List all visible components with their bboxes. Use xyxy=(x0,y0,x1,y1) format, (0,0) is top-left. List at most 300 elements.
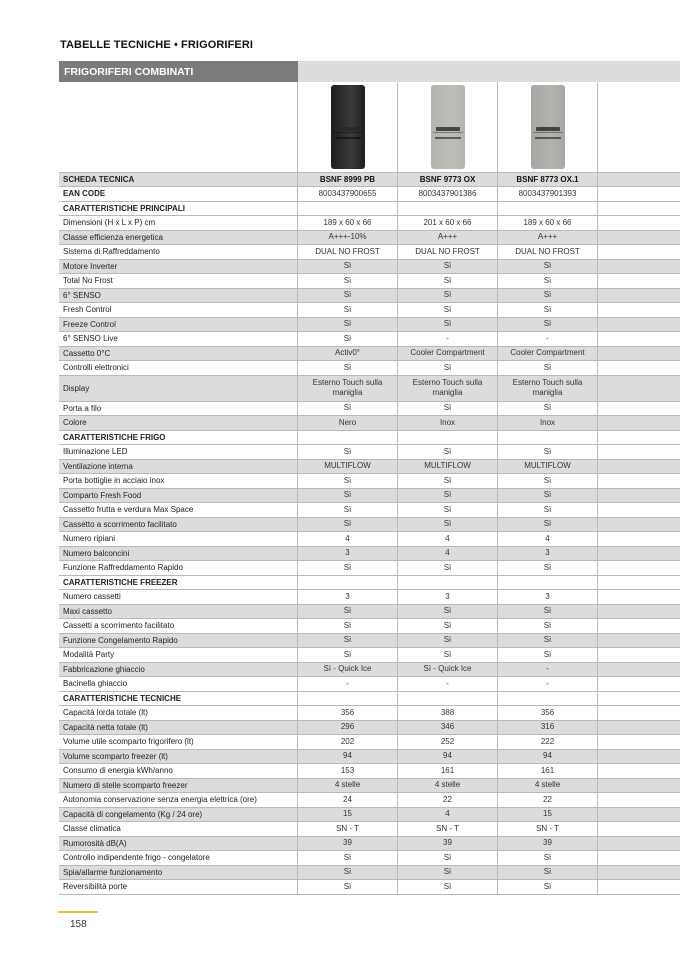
row-label: Classe climatica xyxy=(59,822,298,836)
extra-column xyxy=(598,361,680,375)
row-value: Sì xyxy=(398,260,498,274)
table-title-fill xyxy=(298,61,680,82)
row-label: Freeze Control xyxy=(59,318,298,332)
row-value: A+++ xyxy=(498,231,598,245)
row-label: Numero di stelle scomparto freezer xyxy=(59,779,298,793)
extra-column xyxy=(598,866,680,880)
row-value: SN - T xyxy=(498,822,598,836)
table-row xyxy=(59,750,680,765)
row-value: Sì xyxy=(498,634,598,648)
row-value: 4 xyxy=(398,532,498,546)
row-value: 94 xyxy=(498,750,598,764)
table-row xyxy=(59,619,680,634)
table-row xyxy=(59,779,680,794)
table-row xyxy=(59,866,680,881)
row-value: 22 xyxy=(398,793,498,807)
row-value: 4 xyxy=(398,547,498,561)
row-label: EAN CODE xyxy=(59,187,298,201)
section-header-row xyxy=(59,202,680,217)
extra-column xyxy=(598,692,680,706)
row-value: - xyxy=(498,332,598,346)
row-value: 94 xyxy=(298,750,398,764)
row-label: Rumorosità dB(A) xyxy=(59,837,298,851)
table-row xyxy=(59,347,680,362)
row-value: Sì xyxy=(398,619,498,633)
row-label: CARATTERISTICHE FREEZER xyxy=(59,576,298,590)
extra-column xyxy=(598,173,680,186)
row-label: Classe efficienza energetica xyxy=(59,231,298,245)
extra-column xyxy=(598,677,680,691)
extra-column xyxy=(598,547,680,561)
row-value: Sì xyxy=(398,648,498,662)
row-value: 202 xyxy=(298,735,398,749)
extra-column xyxy=(598,231,680,245)
row-value: Sì xyxy=(298,561,398,575)
row-label: 6° SENSO xyxy=(59,289,298,303)
row-label: Maxi cassetto xyxy=(59,605,298,619)
model-name: BSNF 8773 OX.1 xyxy=(498,173,598,186)
extra-column xyxy=(598,274,680,288)
row-value: Sì xyxy=(398,634,498,648)
table-row xyxy=(59,303,680,318)
row-value xyxy=(398,692,498,706)
table-row xyxy=(59,318,680,333)
row-value: 39 xyxy=(398,837,498,851)
row-value: Sì xyxy=(498,289,598,303)
table-row xyxy=(59,332,680,347)
row-label: Cassetto 0°C xyxy=(59,347,298,361)
table-row xyxy=(59,187,680,202)
row-value: 222 xyxy=(498,735,598,749)
row-value: 161 xyxy=(398,764,498,778)
row-value: 4 xyxy=(498,532,598,546)
row-label: Fabbricazione ghiaccio xyxy=(59,663,298,677)
row-value: A+++ xyxy=(398,231,498,245)
row-label: Comparto Fresh Food xyxy=(59,489,298,503)
spec-table xyxy=(59,61,680,895)
table-title: FRIGORIFERI COMBINATI xyxy=(59,61,298,82)
row-value: Sì xyxy=(298,289,398,303)
section-header-row xyxy=(59,431,680,446)
row-value xyxy=(498,202,598,216)
table-row xyxy=(59,837,680,852)
row-value: Sì xyxy=(398,361,498,375)
table-row xyxy=(59,376,680,402)
row-value xyxy=(298,576,398,590)
row-value: Sì xyxy=(498,880,598,894)
row-value: Sì xyxy=(298,303,398,317)
extra-column xyxy=(598,590,680,604)
row-label: Display xyxy=(59,376,298,401)
row-value: Sì xyxy=(298,634,398,648)
row-value: Sì xyxy=(298,489,398,503)
table-row xyxy=(59,721,680,736)
row-label: Dimensioni (H x L x P) cm xyxy=(59,216,298,230)
table-row xyxy=(59,231,680,246)
table-body xyxy=(59,187,680,895)
row-value: Sì xyxy=(498,274,598,288)
model-name: BSNF 9773 OX xyxy=(398,173,498,186)
table-row xyxy=(59,634,680,649)
row-label: Controlli elettronici xyxy=(59,361,298,375)
extra-column xyxy=(598,851,680,865)
row-value: 15 xyxy=(298,808,398,822)
row-value: 3 xyxy=(298,590,398,604)
row-label: Spia/allarme funzionamento xyxy=(59,866,298,880)
table-row xyxy=(59,361,680,376)
row-value: Inox xyxy=(498,416,598,430)
product-image-row xyxy=(59,82,680,173)
row-value: 189 x 60 x 66 xyxy=(298,216,398,230)
row-label: Cassetto a scorrimento facilitato xyxy=(59,518,298,532)
row-label: Porta bottiglie in acciaio inox xyxy=(59,474,298,488)
row-value: MULTIFLOW xyxy=(298,460,398,474)
row-value: Sì xyxy=(498,503,598,517)
row-value: 24 xyxy=(298,793,398,807)
table-row xyxy=(59,289,680,304)
row-label: Cassetto frutta e verdura Max Space xyxy=(59,503,298,517)
row-value: Sì xyxy=(298,445,398,459)
row-value: 356 xyxy=(298,706,398,720)
row-value: 8003437901393 xyxy=(498,187,598,201)
row-value: 4 stelle xyxy=(498,779,598,793)
row-value: Sì xyxy=(498,402,598,416)
row-value: Sì xyxy=(398,489,498,503)
table-row xyxy=(59,416,680,431)
row-value: Sì xyxy=(498,489,598,503)
extra-column xyxy=(598,735,680,749)
row-value: Cooler Compartment xyxy=(498,347,598,361)
row-value: Sì xyxy=(298,866,398,880)
extra-column xyxy=(598,648,680,662)
row-label: Funzione Raffreddamento Rapido xyxy=(59,561,298,575)
table-row xyxy=(59,605,680,620)
table-row xyxy=(59,474,680,489)
row-label: Cassetti a scorrimento facilitato xyxy=(59,619,298,633)
row-value: Sì xyxy=(398,503,498,517)
row-value: - xyxy=(298,677,398,691)
row-label: Ventilazione interna xyxy=(59,460,298,474)
extra-column xyxy=(598,822,680,836)
table-row xyxy=(59,880,680,895)
extra-column xyxy=(598,416,680,430)
extra-column xyxy=(598,318,680,332)
row-value: Sì xyxy=(398,866,498,880)
extra-column xyxy=(598,216,680,230)
extra-column xyxy=(598,532,680,546)
row-value: 201 x 60 x 66 xyxy=(398,216,498,230)
extra-column xyxy=(598,721,680,735)
row-value xyxy=(398,202,498,216)
row-value: Sì xyxy=(298,402,398,416)
row-value: 153 xyxy=(298,764,398,778)
row-value: 8003437901386 xyxy=(398,187,498,201)
table-row xyxy=(59,808,680,823)
footer-accent-rule xyxy=(58,911,98,913)
row-value: Sì xyxy=(298,332,398,346)
row-label: Numero balconcini xyxy=(59,547,298,561)
row-value: MULTIFLOW xyxy=(498,460,598,474)
row-value: 356 xyxy=(498,706,598,720)
table-row xyxy=(59,590,680,605)
model-name: BSNF 8999 PB xyxy=(298,173,398,186)
row-value: 346 xyxy=(398,721,498,735)
row-value: Sì xyxy=(298,274,398,288)
extra-column xyxy=(598,561,680,575)
row-value xyxy=(498,431,598,445)
section-header-row xyxy=(59,692,680,707)
row-value: 4 stelle xyxy=(298,779,398,793)
fridge-image xyxy=(431,85,465,169)
row-value: Sì xyxy=(298,605,398,619)
row-value: Sì xyxy=(498,866,598,880)
header-label: SCHEDA TECNICA xyxy=(59,173,298,186)
extra-column xyxy=(598,605,680,619)
table-row xyxy=(59,547,680,562)
table-row xyxy=(59,764,680,779)
row-label: Autonomia conservazione senza energia elettrica (ore) xyxy=(59,793,298,807)
extra-column xyxy=(598,518,680,532)
row-value: 4 stelle xyxy=(398,779,498,793)
table-row xyxy=(59,677,680,692)
extra-column xyxy=(598,750,680,764)
extra-column xyxy=(598,489,680,503)
row-value: 3 xyxy=(298,547,398,561)
row-value xyxy=(298,692,398,706)
row-label: Volume utile scomparto frigorifero (lt) xyxy=(59,735,298,749)
row-value: Sì xyxy=(298,474,398,488)
row-value: Sì xyxy=(498,648,598,662)
row-value xyxy=(298,431,398,445)
row-value: Sì xyxy=(298,851,398,865)
row-label: Sistema di Raffreddamento xyxy=(59,245,298,259)
product-image-cell xyxy=(398,82,498,172)
product-image-cell xyxy=(498,82,598,172)
row-label: Controllo indipendente frigo - congelatore xyxy=(59,851,298,865)
row-value: Sì xyxy=(398,474,498,488)
fridge-image xyxy=(531,85,565,169)
row-value: Sì xyxy=(398,518,498,532)
extra-column xyxy=(598,764,680,778)
row-value: 15 xyxy=(498,808,598,822)
row-value: 39 xyxy=(498,837,598,851)
extra-column xyxy=(598,793,680,807)
page-heading: TABELLE TECNICHE • FRIGORIFERI xyxy=(60,39,254,51)
row-value: Sì xyxy=(298,648,398,662)
table-row xyxy=(59,402,680,417)
page-number: 158 xyxy=(70,919,87,930)
row-label: Capacità netta totale (lt) xyxy=(59,721,298,735)
row-value: Sì xyxy=(298,518,398,532)
table-row xyxy=(59,706,680,721)
table-row xyxy=(59,663,680,678)
row-label: Numero cassetti xyxy=(59,590,298,604)
row-value: Sì xyxy=(498,851,598,865)
row-label: Illuminazione LED xyxy=(59,445,298,459)
row-value: Sì xyxy=(398,402,498,416)
row-value: 4 xyxy=(298,532,398,546)
row-value: Cooler Compartment xyxy=(398,347,498,361)
image-row-label xyxy=(59,82,298,172)
extra-column xyxy=(598,431,680,445)
extra-column xyxy=(598,82,680,172)
row-label: Reversibilità porte xyxy=(59,880,298,894)
row-value: A+++-10% xyxy=(298,231,398,245)
extra-column xyxy=(598,376,680,401)
extra-column xyxy=(598,619,680,633)
row-label: Modalità Party xyxy=(59,648,298,662)
extra-column xyxy=(598,880,680,894)
row-label: Volume scomparto freezer (lt) xyxy=(59,750,298,764)
row-value: Sì xyxy=(298,880,398,894)
row-value: Sì - Quick Ice xyxy=(298,663,398,677)
model-header-row xyxy=(59,173,680,187)
table-row xyxy=(59,793,680,808)
table-row xyxy=(59,260,680,275)
table-row xyxy=(59,216,680,231)
extra-column xyxy=(598,260,680,274)
row-label: Capacità lorda totale (lt) xyxy=(59,706,298,720)
row-value: Sì xyxy=(398,605,498,619)
row-value: Sì xyxy=(498,561,598,575)
product-image-cell xyxy=(298,82,398,172)
table-row xyxy=(59,851,680,866)
row-label: Funzione Congelamento Rapido xyxy=(59,634,298,648)
table-title-row xyxy=(59,61,680,82)
row-value: DUAL NO FROST xyxy=(498,245,598,259)
row-value xyxy=(398,431,498,445)
row-value: 296 xyxy=(298,721,398,735)
row-value: SN - T xyxy=(398,822,498,836)
row-value: 316 xyxy=(498,721,598,735)
row-value: Sì xyxy=(498,474,598,488)
row-value: MULTIFLOW xyxy=(398,460,498,474)
row-value: Inox xyxy=(398,416,498,430)
section-header-row xyxy=(59,576,680,591)
row-value xyxy=(498,576,598,590)
row-value: DUAL NO FROST xyxy=(398,245,498,259)
table-row xyxy=(59,460,680,475)
row-value: Nero xyxy=(298,416,398,430)
row-value: 3 xyxy=(498,547,598,561)
extra-column xyxy=(598,289,680,303)
row-value: Sì xyxy=(398,561,498,575)
row-label: CARATTERISTICHE TECNICHE xyxy=(59,692,298,706)
table-row xyxy=(59,648,680,663)
row-value: Sì xyxy=(498,619,598,633)
row-value: 94 xyxy=(398,750,498,764)
row-value: 3 xyxy=(498,590,598,604)
row-value: 161 xyxy=(498,764,598,778)
row-value: - xyxy=(498,663,598,677)
table-row xyxy=(59,274,680,289)
extra-column xyxy=(598,837,680,851)
row-label: Motore Inverter xyxy=(59,260,298,274)
row-value: Sì xyxy=(398,289,498,303)
row-value: Sì xyxy=(498,303,598,317)
row-value: Esterno Touch sulla maniglia xyxy=(298,376,398,401)
row-value: 39 xyxy=(298,837,398,851)
table-row xyxy=(59,503,680,518)
row-label: Colore xyxy=(59,416,298,430)
extra-column xyxy=(598,347,680,361)
row-value: 252 xyxy=(398,735,498,749)
fridge-image xyxy=(331,85,365,169)
extra-column xyxy=(598,303,680,317)
extra-column xyxy=(598,808,680,822)
row-label: CARATTERISTICHE FRIGO xyxy=(59,431,298,445)
row-label: CARATTERISTICHE PRINCIPALI xyxy=(59,202,298,216)
row-value: Sì xyxy=(498,605,598,619)
row-value: Sì xyxy=(398,880,498,894)
row-value: DUAL NO FROST xyxy=(298,245,398,259)
row-value: 4 xyxy=(398,808,498,822)
table-row xyxy=(59,822,680,837)
extra-column xyxy=(598,663,680,677)
row-label: Capacità di congelamento (Kg / 24 ore) xyxy=(59,808,298,822)
extra-column xyxy=(598,503,680,517)
row-value: Sì xyxy=(498,361,598,375)
row-value: 388 xyxy=(398,706,498,720)
row-label: Total No Frost xyxy=(59,274,298,288)
row-value: Esterno Touch sulla maniglia xyxy=(398,376,498,401)
row-value xyxy=(298,202,398,216)
table-row xyxy=(59,445,680,460)
row-label: Porta a filo xyxy=(59,402,298,416)
extra-column xyxy=(598,202,680,216)
table-row xyxy=(59,518,680,533)
row-label: 6° SENSO Live xyxy=(59,332,298,346)
extra-column xyxy=(598,474,680,488)
row-value: Sì xyxy=(398,274,498,288)
extra-column xyxy=(598,187,680,201)
extra-column xyxy=(598,402,680,416)
row-value xyxy=(498,692,598,706)
row-value: 8003437900655 xyxy=(298,187,398,201)
row-label: Fresh Control xyxy=(59,303,298,317)
row-value: Esterno Touch sulla maniglia xyxy=(498,376,598,401)
extra-column xyxy=(598,332,680,346)
table-row xyxy=(59,245,680,260)
extra-column xyxy=(598,445,680,459)
row-label: Consumo di energia kWh/anno xyxy=(59,764,298,778)
row-value: - xyxy=(398,332,498,346)
table-row xyxy=(59,561,680,576)
row-value: Sì xyxy=(398,445,498,459)
row-value: Sì xyxy=(398,851,498,865)
row-value: 22 xyxy=(498,793,598,807)
extra-column xyxy=(598,460,680,474)
row-value: Sì xyxy=(298,260,398,274)
row-value: Activ0° xyxy=(298,347,398,361)
row-value: Sì xyxy=(298,361,398,375)
table-row xyxy=(59,489,680,504)
table-row xyxy=(59,532,680,547)
row-value: Sì - Quick Ice xyxy=(398,663,498,677)
extra-column xyxy=(598,634,680,648)
row-value: 3 xyxy=(398,590,498,604)
row-value: Sì xyxy=(298,318,398,332)
extra-column xyxy=(598,245,680,259)
extra-column xyxy=(598,706,680,720)
row-label: Bacinella ghiaccio xyxy=(59,677,298,691)
extra-column xyxy=(598,576,680,590)
row-value: Sì xyxy=(498,445,598,459)
extra-column xyxy=(598,779,680,793)
row-value: SN - T xyxy=(298,822,398,836)
row-value: Sì xyxy=(498,260,598,274)
row-value: - xyxy=(398,677,498,691)
